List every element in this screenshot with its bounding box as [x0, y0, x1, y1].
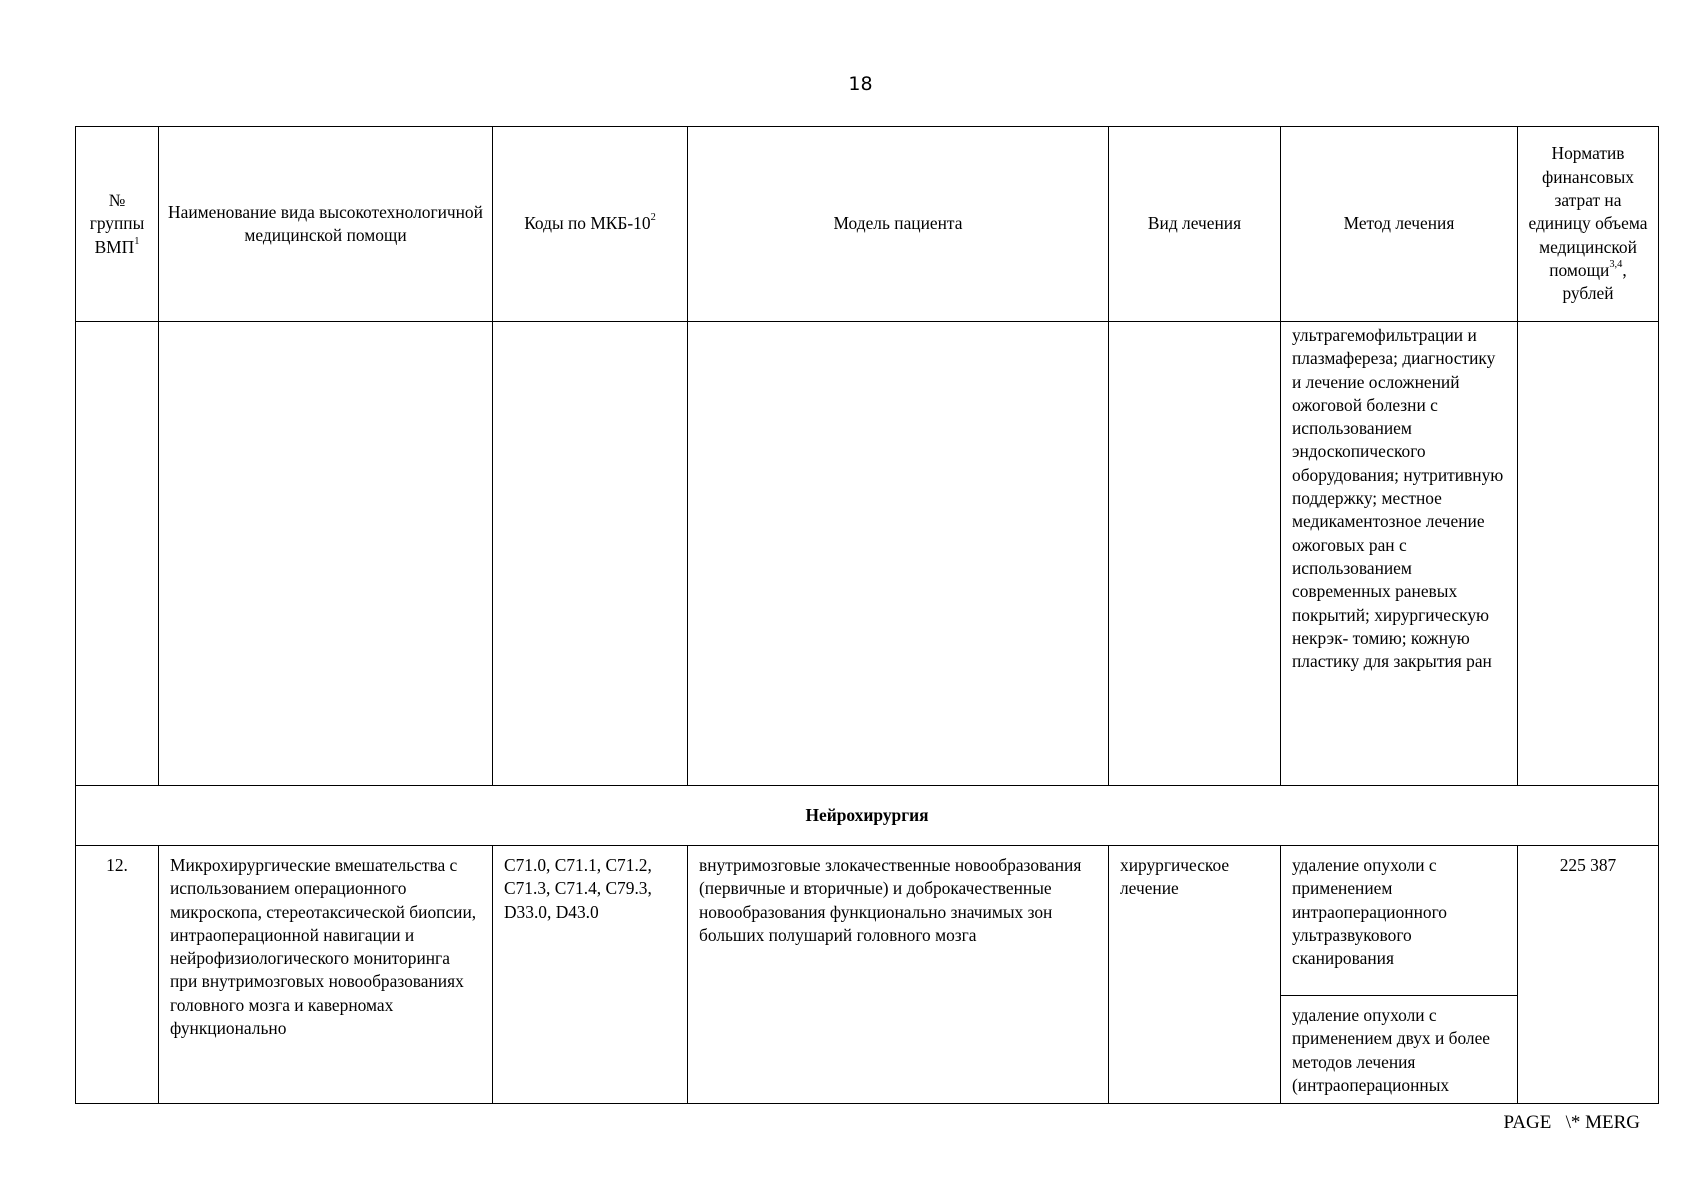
row-patient-model: внутримозговые злокачественные новообразования (первичные и вторичные) и доброкачественные новообразования функционально значимых зон больших полушарий головного мозга [688, 846, 1109, 1104]
section-title: Нейрохирургия [76, 786, 1659, 846]
row-icd-codes: C71.0, C71.1, C71.2, C71.3, C71.4, C79.3, D33.0, D43.0 [493, 846, 688, 1104]
cont-patient-model [688, 322, 1109, 786]
header-treatment-method: Метод лечения [1281, 127, 1518, 322]
header-patient-model: Модель пациента [688, 127, 1109, 322]
row-cost: 225 387 [1518, 846, 1659, 1104]
cont-name [159, 322, 493, 786]
row-group-no: 12. [76, 846, 159, 1104]
header-row [76, 127, 1659, 322]
row-treatment-type: хирургическое лечение [1109, 846, 1281, 1104]
cont-cost [1518, 322, 1659, 786]
page-number: 18 [848, 73, 873, 95]
continuation-row [76, 322, 1659, 786]
row-method-1: удаление опухоли с применением интраоперационного ультразвукового сканирования [1281, 846, 1518, 996]
page-field-code: PAGE \* MERG [1503, 1112, 1640, 1133]
header-icd-codes: Коды по МКБ-$10^2$ [493, 127, 688, 322]
header-treatment-type: Вид лечения [1109, 127, 1281, 322]
row-name: Микрохирургические вмешательства с использованием операционного микроскопа, стереотаксической биопсии, интраоперационной навигации и нейрофизиологического мониторинга при внутримозговых новообразованиях головного мозга и каверномах функционально [159, 846, 493, 1104]
row-method-2: удаление опухоли с применением двух и более методов лечения (интраоперационных [1281, 996, 1518, 1104]
vmp-table [75, 126, 1659, 1104]
cont-treatment-type [1109, 322, 1281, 786]
header-group-no: № группы ВМП$^1$ [76, 127, 159, 322]
header-cost: Норматив финансовых затрат на единицу объема медицинской помощи$^{3,4}$, рублей [1518, 127, 1659, 322]
header-name: Наименование вида высокотехнологичной медицинской помощи [159, 127, 493, 322]
table-row [76, 846, 1659, 996]
cont-group-no [76, 322, 159, 786]
section-row [76, 786, 1659, 846]
cont-treatment-method: ультрагемофильтрации и плазмафереза; диагностику и лечение осложнений ожоговой болезни с использованием эндоскопического оборудования; нутритивную поддержку; местное медикаментозное лечение ожоговых ран с использованием современных раневых покрытий; хирургическую некрэк- томию; кожную пластику для закрытия ран [1281, 322, 1518, 786]
cont-icd [493, 322, 688, 786]
